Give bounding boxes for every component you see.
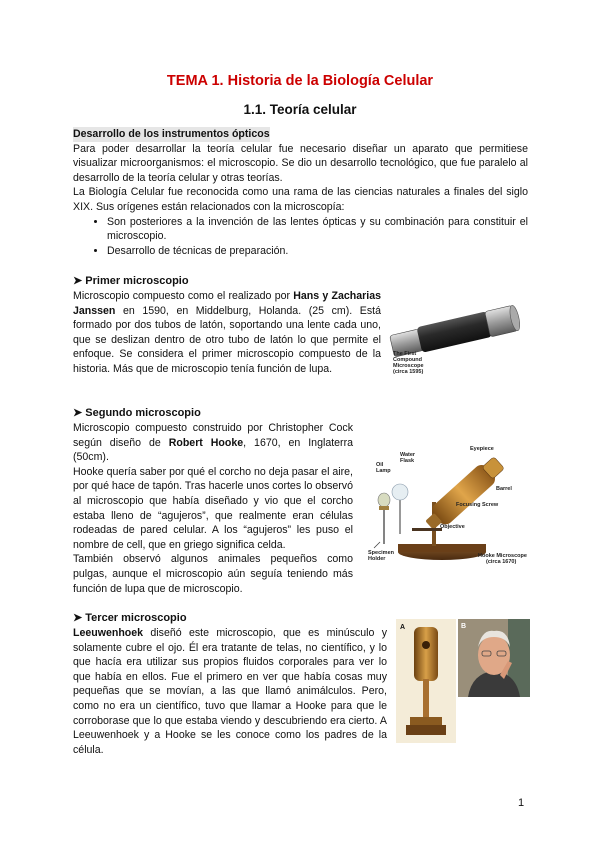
tercer-microscopio-text bbox=[73, 626, 387, 757]
list-item: • Desarrollo de técnicas de preparación. bbox=[107, 244, 528, 259]
caption-line: (circa 1595) bbox=[393, 369, 424, 374]
hooke-caption: (circa 1670) bbox=[486, 559, 517, 565]
oil-lamp-label: Oil bbox=[376, 462, 384, 468]
janssen-microscope-image bbox=[389, 294, 529, 374]
oil-lamp-label: Lamp bbox=[376, 468, 391, 474]
intro-paragraph-1: Para poder desarrollar la teoría celular fue necesario diseñar un aparato que permitiese visualizar microorganismos: el microscopio. Se dio un desarrollo tecnológico, que fue paralelo al desarrollo de la teoría celular y otras teorías. bbox=[73, 142, 528, 184]
list-item: • Son posteriores a la invención de las lentes ópticas y su combinación para constituir el microscopio. bbox=[107, 215, 528, 244]
caption-line: Compound bbox=[393, 357, 423, 363]
tercer-text: diseñó este microscopio, que es minúsculo y solamente cubre el ojo. Él era tratante de telas, no científico, y lo que hacía era utilizar sus propios fluidos corporales para ver lo que había en ellos. Fue el primero en ver que había cosas muy pequeñas que se movían, a las que llamó animálculos. Pero, como no era un científico, tuvo que llamar a Hooke para que le corroborase que lo que estaba viendo y descubriendo era cierto. A Leeuwenhoek y a Hooke se les conoce como los padres de la célula. bbox=[73, 627, 387, 756]
intro-heading: Desarrollo de los instrumentos ópticos bbox=[73, 128, 270, 140]
heading-tercer-microscopio: ➤ Tercer microscopio bbox=[73, 612, 187, 624]
segundo-microscopio-text bbox=[73, 421, 353, 596]
heading-segundo-microscopio: ➤ Segundo microscopio bbox=[73, 407, 201, 419]
janssen-name: Hans y Zacharias Janssen bbox=[73, 290, 381, 317]
leeuwenhoek-microscope-image bbox=[396, 619, 456, 743]
figure-label-a: A bbox=[400, 624, 406, 631]
caption-line: Microscope bbox=[393, 363, 424, 369]
hooke-caption: Hooke Microscope bbox=[478, 553, 527, 559]
heading-primer-microscopio: ➤ Primer microscopio bbox=[73, 275, 189, 287]
intro-paragraph-2: La Biología Celular fue reconocida como una rama de las ciencias naturales a finales del siglo XIX. Sus orígenes están relacionados con la microscopía: bbox=[73, 186, 528, 213]
page-number: 1 bbox=[518, 797, 525, 809]
section-subtitle: 1.1. Teoría celular bbox=[243, 102, 357, 117]
figure-label-b: B bbox=[461, 623, 467, 630]
objective-label: Objective bbox=[440, 524, 465, 530]
intro-block bbox=[73, 127, 528, 258]
hooke-name: Robert Hooke bbox=[168, 436, 244, 449]
document-title: TEMA 1. Historia de la Biología Celular bbox=[166, 73, 434, 89]
primer-text-a: Microscopio compuesto como el realizado por bbox=[73, 290, 294, 302]
water-flask-label: Water bbox=[400, 452, 416, 458]
water-flask-label: Flask bbox=[400, 458, 415, 464]
specimen-holder-label: Holder bbox=[368, 556, 386, 562]
segundo-text-b: , 1670, en Inglaterra (50cm). bbox=[73, 436, 353, 464]
specimen-holder-label: Specimen bbox=[368, 550, 394, 556]
segundo-paragraph-3: También observó algunos animales pequeños como pulgas, aunque el microscopio aún seguía teniendo más función de lupa que de microscopio. bbox=[73, 553, 353, 595]
caption-line: The First bbox=[393, 351, 417, 357]
portrait-photo-image bbox=[458, 619, 530, 697]
leeuwenhoek-name: Leeuwenhoek bbox=[73, 627, 144, 639]
hooke-microscope-image bbox=[362, 444, 528, 568]
barrel-label: Barrel bbox=[496, 486, 512, 492]
segundo-text-a: Microscopio compuesto construido por Christopher Cock según diseño de bbox=[73, 422, 353, 449]
primer-text-b: en 1590, en Middelburg, Holanda. (25 cm). Está formado por dos tubos de latón, soportando una lente cada uno, que se deslizan dentro de otro tubo de latón lo que permite el enfoque. Se considera el primer microscopio compuesto de la historia. Más que de microscopio tenía función de lupa. bbox=[73, 304, 381, 375]
intro-bullet-list bbox=[73, 215, 528, 259]
focusing-screw-label: Focusing Screw bbox=[456, 502, 499, 508]
primer-microscopio-text bbox=[73, 289, 381, 377]
eyepiece-label: Eyepiece bbox=[470, 446, 494, 452]
segundo-paragraph-2: Hooke quería saber por qué el corcho no deja pasar el aire, por qué hace de tapón. Tras hacerle unos cortes lo observó al microscopio que había diseñado y vio que el corcho estaba lleno de “agujeros”, que realmente eran células rodeadas de pared celular. A los “agujeros” les puso el nombre de cell, que en griego significa celda. bbox=[73, 465, 353, 551]
